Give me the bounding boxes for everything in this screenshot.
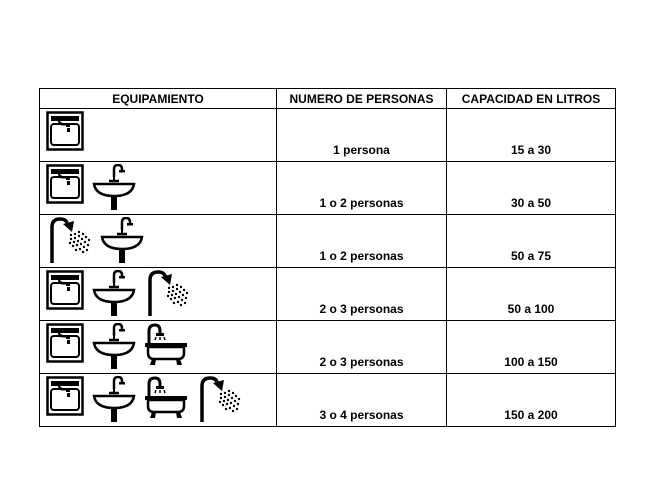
washbasin-icon <box>92 164 136 210</box>
capacity-cell: 15 a 30 <box>447 109 616 162</box>
people-cell: 2 o 3 personas <box>277 321 447 374</box>
table-row <box>40 321 616 374</box>
bathtub-icon <box>144 376 188 420</box>
people-cell: 1 o 2 personas <box>277 162 447 215</box>
shower-icon <box>144 270 190 316</box>
header-row <box>40 89 616 109</box>
table-row <box>40 268 616 321</box>
equipment-cell <box>40 321 277 374</box>
equipment-cell <box>40 374 277 427</box>
people-cell: 3 o 4 personas <box>277 374 447 427</box>
header-people: NUMERO DE PERSONAS <box>277 89 447 109</box>
table-row <box>40 374 616 427</box>
washbasin-icon <box>100 217 144 263</box>
people-cell: 2 o 3 personas <box>277 268 447 321</box>
people-cell: 1 persona <box>277 109 447 162</box>
shower-icon <box>46 217 92 263</box>
table-row <box>40 109 616 162</box>
equipment-cell <box>40 109 277 162</box>
washbasin-icon <box>92 323 136 369</box>
equipment-cell <box>40 162 277 215</box>
washbasin-icon <box>92 270 136 316</box>
header-capacity: CAPACIDAD EN LITROS <box>447 89 616 109</box>
capacity-cell: 50 a 75 <box>447 215 616 268</box>
equipment-cell <box>40 215 277 268</box>
table-row <box>40 162 616 215</box>
bathtub-icon <box>144 323 188 367</box>
kitchen-sink-icon <box>46 323 84 363</box>
capacity-cell: 50 a 100 <box>447 268 616 321</box>
table-row <box>40 215 616 268</box>
capacity-cell: 150 a 200 <box>447 374 616 427</box>
washbasin-icon <box>92 376 136 422</box>
capacity-cell: 100 a 150 <box>447 321 616 374</box>
kitchen-sink-icon <box>46 270 84 310</box>
kitchen-sink-icon <box>46 376 84 416</box>
kitchen-sink-icon <box>46 111 84 151</box>
people-cell: 1 o 2 personas <box>277 215 447 268</box>
capacity-cell: 30 a 50 <box>447 162 616 215</box>
header-equipment: EQUIPAMIENTO <box>40 89 277 109</box>
water-heater-capacity-table <box>39 88 616 427</box>
kitchen-sink-icon <box>46 164 84 204</box>
equipment-cell <box>40 268 277 321</box>
shower-icon <box>196 376 242 422</box>
